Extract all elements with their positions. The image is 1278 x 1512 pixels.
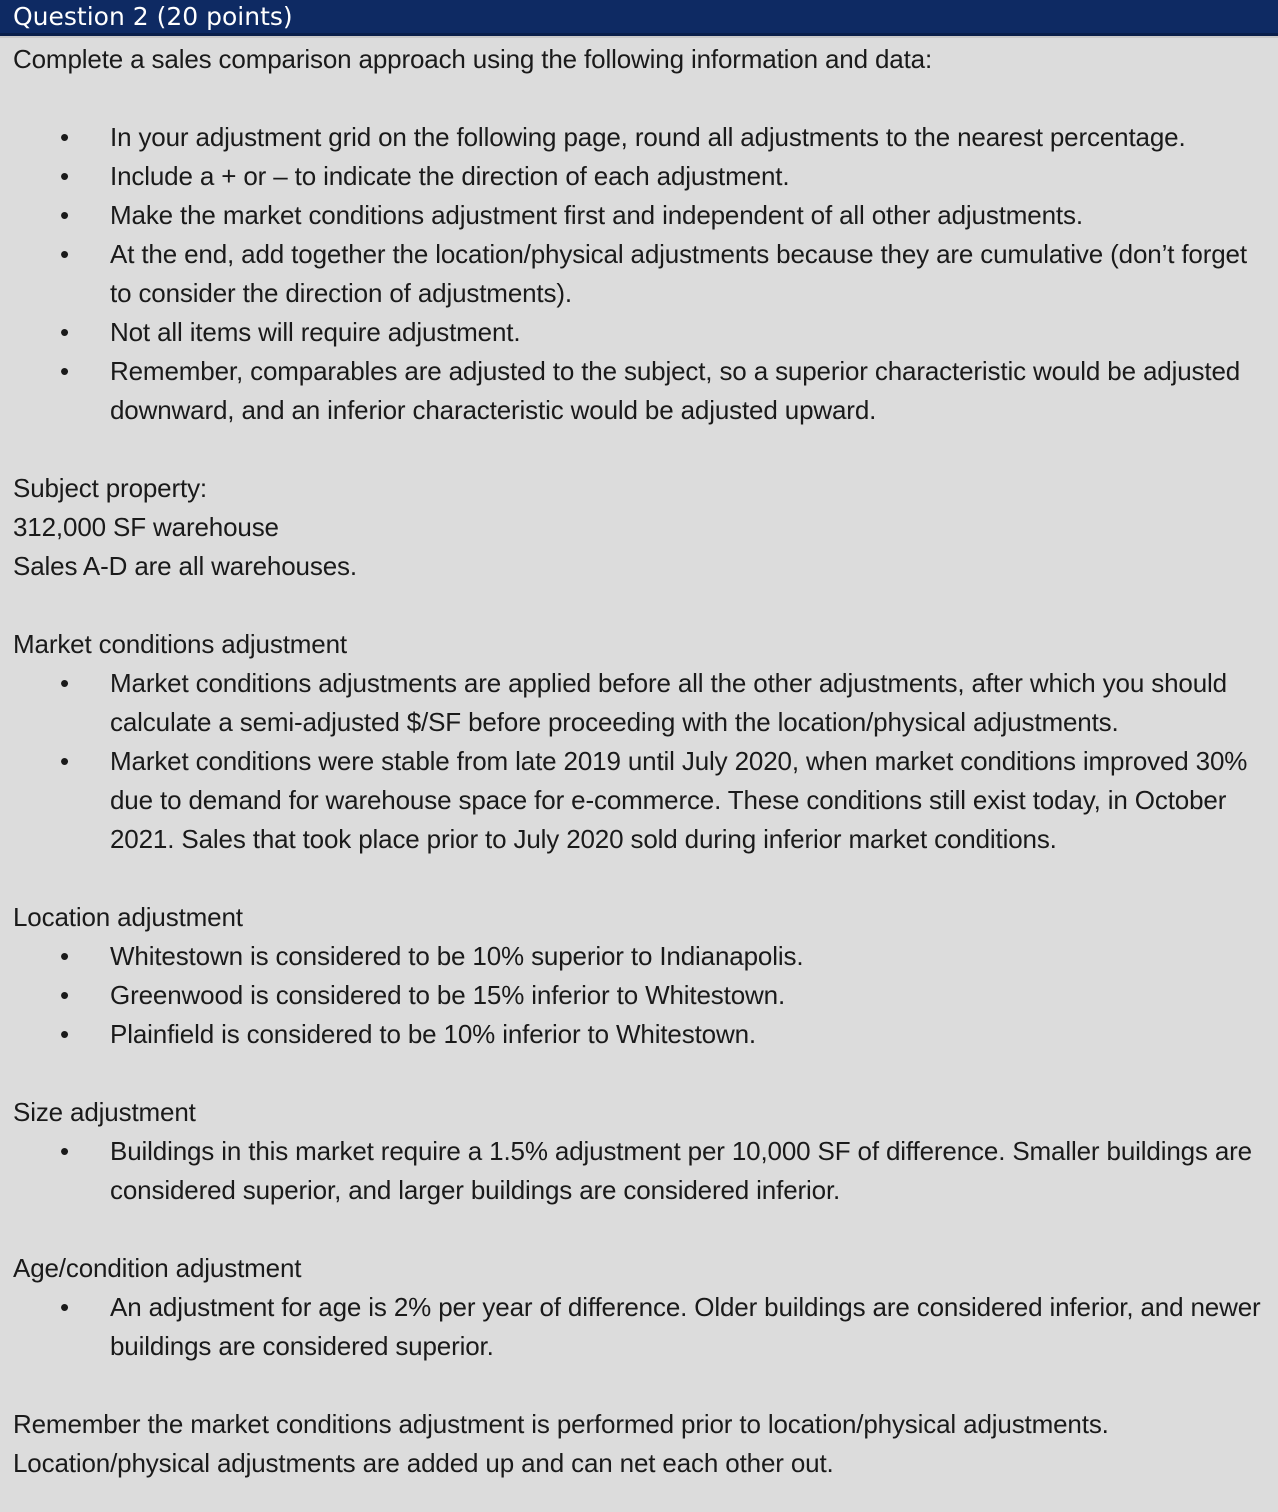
location-heading: Location adjustment	[13, 902, 243, 932]
size-list	[13, 1132, 1268, 1210]
intro-text: Complete a sales comparison approach using the following information and data:	[13, 44, 933, 74]
closing-line-1: Remember the market conditions adjustment is performed prior to location/physical adjustments.	[13, 1409, 1109, 1439]
list-item: • In your adjustment grid on the following page, round all adjustments to the nearest percentage.	[60, 122, 1186, 152]
list-item: • Greenwood is considered to be 15% inferior to Whitestown.	[60, 980, 786, 1010]
list-item: • Include a + or – to indicate the direction of each adjustment.	[60, 161, 790, 191]
instructions-list	[13, 118, 1268, 430]
age-heading: Age/condition adjustment	[13, 1253, 302, 1283]
subject-size: 312,000 SF warehouse	[13, 512, 279, 542]
subject-label: Subject property:	[13, 473, 207, 503]
list-item: • Market conditions were stable from late 2019 until July 2020, when market conditions improved 30% due to demand for warehouse space for e-commerce. These conditions still exist today, in October 2021. Sales that took place prior to July 2020 sold during inferior market conditions.	[60, 746, 1248, 854]
header-divider	[0, 36, 1278, 38]
question-body	[13, 40, 1268, 1483]
sales-note: Sales A-D are all warehouses.	[13, 551, 357, 581]
list-item: • Buildings in this market require a 1.5% adjustment per 10,000 SF of difference. Smaller buildings are considered superior, and larger buildings are considered inferior.	[60, 1136, 1252, 1205]
location-list	[13, 937, 1268, 1054]
closing-line-2: Location/physical adjustments are added up and can net each other out.	[13, 1448, 834, 1478]
list-item: • Not all items will require adjustment.	[60, 317, 521, 347]
list-item: • Whitestown is considered to be 10% superior to Indianapolis.	[60, 941, 804, 971]
list-item: • Market conditions adjustments are applied before all the other adjustments, after which you should calculate a semi-adjusted $/SF before proceeding with the location/physical adjustments.	[60, 668, 1227, 737]
size-heading: Size adjustment	[13, 1097, 196, 1127]
age-list	[13, 1288, 1268, 1366]
market-conditions-heading: Market conditions adjustment	[13, 629, 347, 659]
list-item: • An adjustment for age is 2% per year of difference. Older buildings are considered inferior, and newer buildings are considered superior.	[60, 1292, 1261, 1361]
question-title: Question 2 (20 points)	[13, 2, 293, 31]
list-item: • At the end, add together the location/physical adjustments because they are cumulative (don’t forget to consider the direction of adjustments).	[60, 239, 1247, 308]
market-conditions-list	[13, 664, 1268, 859]
list-item: • Remember, comparables are adjusted to the subject, so a superior characteristic would be adjusted downward, and an inferior characteristic would be adjusted upward.	[60, 356, 1241, 425]
list-item: • Make the market conditions adjustment first and independent of all other adjustments.	[60, 200, 1083, 230]
list-item: • Plainfield is considered to be 10% inferior to Whitestown.	[60, 1019, 756, 1049]
question-header	[0, 0, 1278, 36]
